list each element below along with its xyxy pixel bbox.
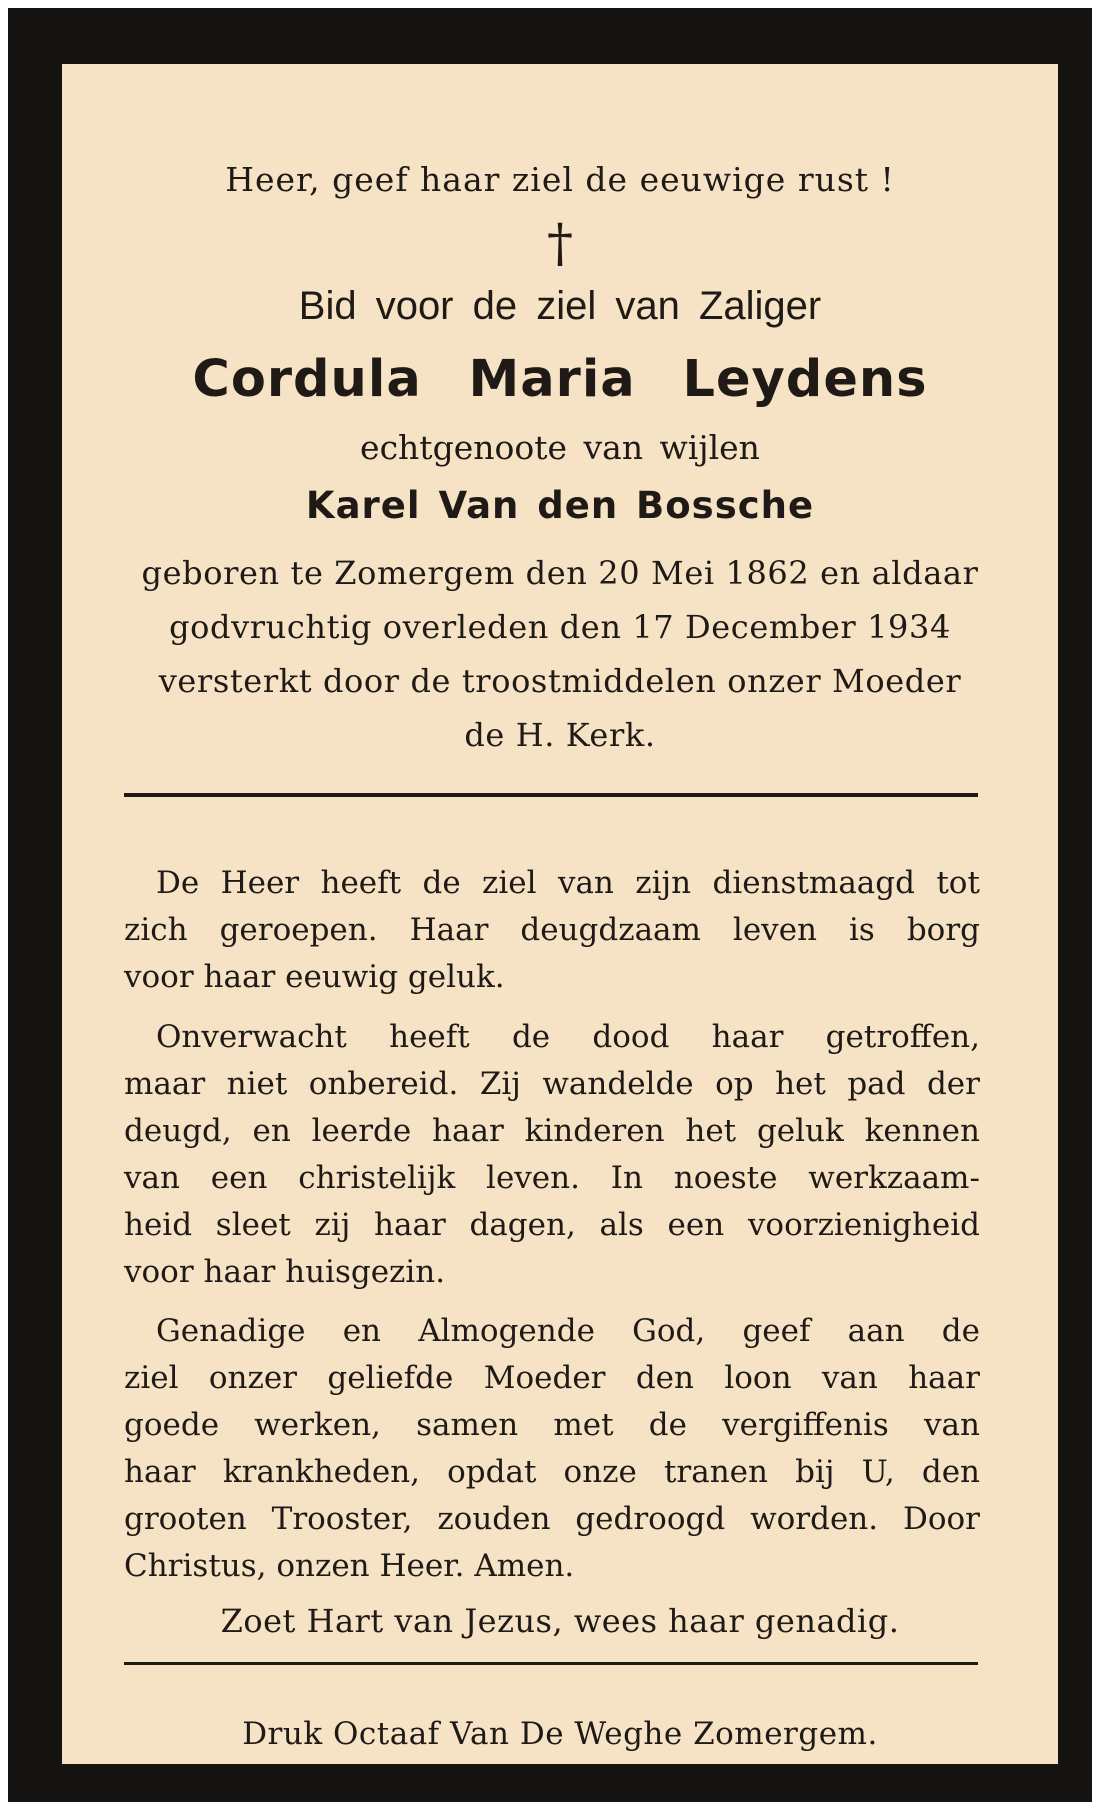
- word: en: [342, 1313, 382, 1349]
- word: getroffen,: [825, 1019, 980, 1055]
- closing-blessing: Zoet Hart van Jezus, wees haar genadig.: [220, 1602, 900, 1640]
- word: haar: [432, 1113, 504, 1149]
- word: Trooster,: [271, 1501, 413, 1537]
- word: onze: [563, 1454, 637, 1490]
- word: met: [553, 1407, 614, 1443]
- word: heeft: [320, 865, 402, 901]
- word: borg: [906, 912, 980, 948]
- word: tranen: [663, 1454, 768, 1490]
- mourning-border: [8, 8, 1092, 1802]
- word: heid: [124, 1207, 193, 1243]
- word: den: [921, 1454, 980, 1490]
- word: zij: [314, 1207, 351, 1243]
- word: der: [926, 1066, 980, 1102]
- word: de: [648, 1407, 687, 1443]
- word: de: [511, 1019, 551, 1055]
- word: de: [422, 865, 461, 901]
- word: haar: [711, 1019, 784, 1055]
- word: van: [821, 1360, 878, 1396]
- word: Heer: [220, 865, 300, 901]
- paragraph-line: Christus, onzen Heer. Amen.: [124, 1548, 575, 1584]
- paragraph-line: [124, 1061, 980, 1108]
- word: zouden: [437, 1501, 551, 1537]
- word: van: [923, 1407, 980, 1443]
- word: leerde: [311, 1113, 412, 1149]
- invocation-text: Heer, geef haar ziel de eeuwige rust !: [225, 160, 895, 199]
- paragraph-line: [124, 860, 980, 907]
- word: leven.: [486, 1160, 580, 1196]
- paragraph-line: [124, 1355, 980, 1402]
- word: zich: [124, 912, 188, 948]
- paragraph-line: [124, 907, 980, 954]
- word: leven: [732, 912, 818, 948]
- word: een: [667, 1207, 725, 1243]
- word: gedroogd: [575, 1501, 726, 1537]
- word: werken,: [254, 1407, 381, 1443]
- bio-line: geboren te Zomergem den 20 Mei 1862 en aldaar: [141, 554, 979, 592]
- word: geroepen.: [219, 912, 378, 948]
- word: wandelde: [542, 1066, 694, 1102]
- word: pad: [847, 1066, 906, 1102]
- word: haar: [374, 1207, 446, 1243]
- bio-line: de H. Kerk.: [464, 716, 656, 754]
- cross-icon: †: [547, 214, 573, 274]
- word: worden.: [750, 1501, 879, 1537]
- word: De: [156, 865, 200, 901]
- word: U,: [861, 1454, 895, 1490]
- word: als: [599, 1207, 644, 1243]
- word: opdat: [447, 1454, 537, 1490]
- memorial-card: [62, 64, 1058, 1764]
- word: grooten: [124, 1501, 247, 1537]
- word: maar: [124, 1066, 206, 1102]
- word: aan: [847, 1313, 905, 1349]
- divider-rule: [124, 1662, 978, 1665]
- paragraph-line: [124, 1014, 980, 1061]
- deceased-name: Cordula Maria Leydens: [192, 350, 928, 409]
- word: noeste: [673, 1160, 778, 1196]
- word: samen: [416, 1407, 519, 1443]
- word: geliefde: [327, 1360, 454, 1396]
- word: het: [775, 1066, 826, 1102]
- word: voorzienigheid: [747, 1207, 980, 1243]
- word: Onverwacht: [156, 1019, 347, 1055]
- word: Zij: [479, 1066, 521, 1102]
- paragraph-line: [124, 1308, 980, 1355]
- word: niet: [226, 1066, 288, 1102]
- word: de: [941, 1313, 980, 1349]
- word: kinderen: [524, 1113, 665, 1149]
- word: loon: [724, 1360, 792, 1396]
- word: den: [635, 1360, 694, 1396]
- word: onzer: [208, 1360, 297, 1396]
- word: een: [210, 1160, 268, 1196]
- word: christelijk: [298, 1160, 456, 1196]
- bio-line: versterkt door de troostmiddelen onzer Moeder: [158, 662, 962, 700]
- word: vergiffenis: [722, 1407, 889, 1443]
- word: dood: [592, 1019, 670, 1055]
- word: dienstmaagd: [712, 865, 915, 901]
- word: In: [610, 1160, 643, 1196]
- paragraph-calling: [124, 860, 980, 1001]
- paragraph-virtue: [124, 1014, 980, 1296]
- paragraph-line: [124, 1496, 980, 1543]
- word: deugd,: [124, 1113, 232, 1149]
- word: Haar: [409, 912, 489, 948]
- word: ziel: [482, 865, 537, 901]
- word: van: [124, 1160, 180, 1196]
- word: dagen,: [469, 1207, 576, 1243]
- prayer-intro: Bid voor de ziel van Zaliger: [298, 284, 822, 328]
- word: God,: [632, 1313, 706, 1349]
- paragraph-line: [124, 1108, 980, 1155]
- spouse-name: Karel Van den Bossche: [305, 484, 815, 527]
- paragraph-line: [124, 1449, 980, 1496]
- paragraph-prayer: [124, 1308, 980, 1590]
- word: Genadige: [156, 1313, 306, 1349]
- bio-line: godvruchtig overleden den 17 December 1934: [169, 608, 951, 646]
- word: is: [849, 912, 875, 948]
- word: bij: [795, 1454, 835, 1490]
- word: op: [715, 1066, 754, 1102]
- word: Door: [902, 1501, 980, 1537]
- word: sleet: [215, 1207, 291, 1243]
- spouse-relation: echtgenoote van wijlen: [360, 428, 760, 467]
- word: het: [685, 1113, 737, 1149]
- word: ziel: [124, 1360, 179, 1396]
- word: haar: [908, 1360, 980, 1396]
- word: haar: [124, 1454, 196, 1490]
- paragraph-line: voor haar huisgezin.: [124, 1254, 446, 1290]
- word: werkzaam-: [808, 1160, 980, 1196]
- word: goede: [124, 1407, 220, 1443]
- word: Almogende: [418, 1313, 595, 1349]
- word: onbereid.: [308, 1066, 459, 1102]
- printer-credit: Druk Octaaf Van De Weghe Zomergem.: [242, 1716, 878, 1752]
- word: krankheden,: [222, 1454, 421, 1490]
- word: en: [252, 1113, 291, 1149]
- word: Moeder: [483, 1360, 606, 1396]
- word: tot: [936, 865, 980, 901]
- word: geef: [742, 1313, 811, 1349]
- word: zijn: [635, 865, 692, 901]
- word: geluk: [756, 1113, 844, 1149]
- word: kennen: [864, 1113, 980, 1149]
- paragraph-line: [124, 1402, 980, 1449]
- word: heeft: [389, 1019, 470, 1055]
- paragraph-line: [124, 1202, 980, 1249]
- word: van: [557, 865, 614, 901]
- divider-rule: [124, 793, 978, 797]
- paragraph-line: voor haar eeuwig geluk.: [124, 959, 505, 995]
- word: deugdzaam: [520, 912, 701, 948]
- paragraph-line: [124, 1155, 980, 1202]
